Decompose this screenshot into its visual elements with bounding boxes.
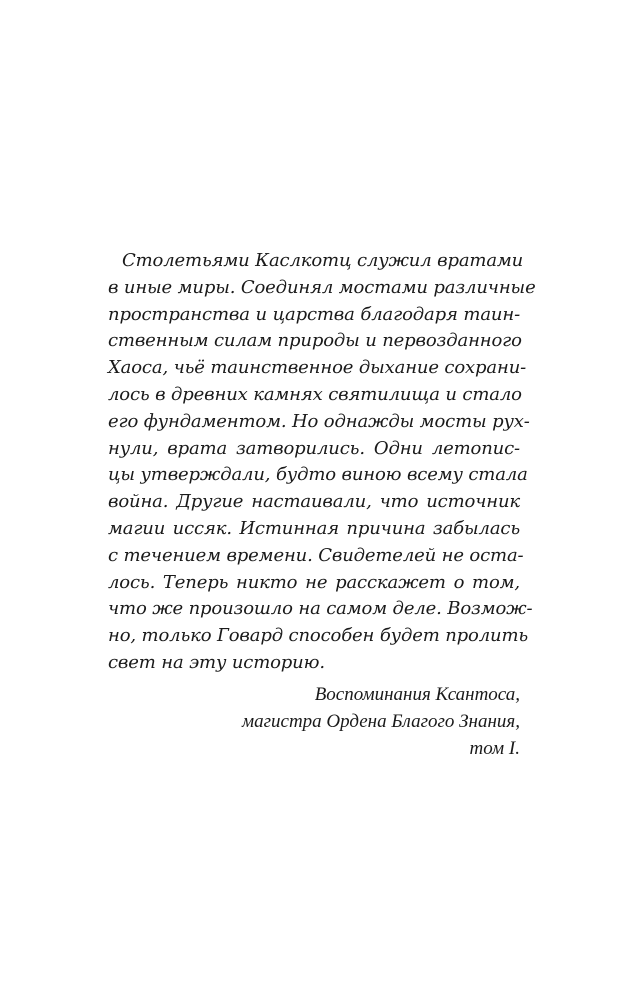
- epigraph-line: магии иссяк. Истинная причина забылась: [108, 517, 520, 539]
- epigraph-line: свет на эту историю.: [108, 651, 325, 673]
- epigraph-paragraph: [108, 248, 536, 677]
- epigraph-line: ственным силам природы и первозданного: [108, 330, 522, 352]
- epigraph-line: война. Другие настаивали, что источник: [108, 491, 520, 513]
- epigraph-line: пространства и царства благодаря таин-: [108, 303, 520, 325]
- epigraph-attribution: [100, 681, 520, 762]
- attribution-author: магистра Ордена Благого Знания,: [241, 711, 520, 732]
- epigraph-line: Столетьями Каслкотц служил вратами: [122, 250, 524, 271]
- epigraph-line: с течением времени. Свидетелей не оста-: [108, 544, 524, 566]
- epigraph-line: в иные миры. Соединял мостами различные: [108, 276, 536, 298]
- epigraph-line: нули, врата затворились. Одни летопис-: [108, 437, 520, 459]
- epigraph-line: лось. Теперь никто не расскажет о том,: [108, 571, 520, 593]
- epigraph-line: лось в древних камнях святилища и стало: [108, 383, 522, 405]
- epigraph-line: Хаоса, чьё таинственное дыхание сохрани-: [108, 357, 527, 379]
- attribution-volume: том I.: [469, 738, 520, 759]
- attribution-source: Воспоминания Ксантоса,: [314, 684, 520, 705]
- epigraph-line: что же произошло на самом деле. Возмож-: [108, 598, 533, 620]
- epigraph-line: его фундаментом. Но однажды мосты рух-: [108, 410, 530, 432]
- epigraph-line: но, только Говард способен будет пролить: [108, 625, 529, 647]
- epigraph-line: цы утверждали, будто виною всему стала: [108, 464, 528, 486]
